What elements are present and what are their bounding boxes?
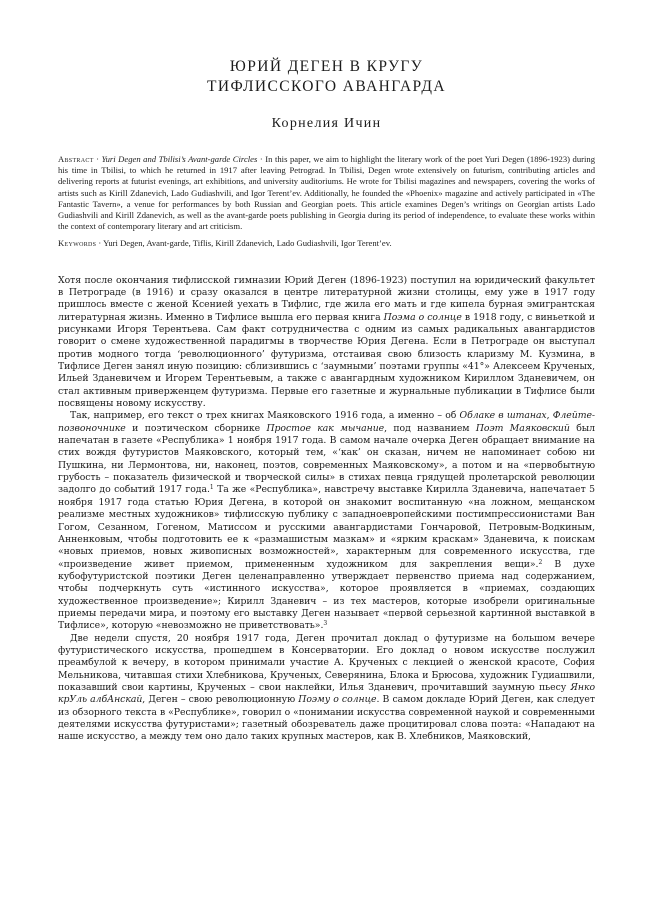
title-line-2: ТИФЛИССКОГО АВАНГАРДА bbox=[207, 78, 446, 95]
author-name: Корнелия Ичин bbox=[271, 116, 382, 131]
abstract-text: · In this paper, we aim to highlight the literary work of the poet Yuri Degen (1896-1923) during his time in Tbilisi, to which he returned in 1917 after leaving Petrograd. In Tbilisi, Degen wrote extensively on futurism, contributing articles and delivering reports at futurist evenings, art exhibitions, and university auditoriums. He wrote for Tbilisi magazines and newspapers, covering the works of artists such as Kirill Zdanevich, Lado Gudiashvili, and Igor Terent’ev. Additionally, he founded the «Phoenix» magazine and actively participated in «The Fantastic Tavern», a venue for performances by both Russian and Georgian poets. This article examines Degen’s writings on Georgian artists Lado Gudiashvili and Kirill Zdanevich, as well as the avant-garde poets publishing in Georgia during its period of independence, to evaluate these works within the context of contemporary literary and art criticism. bbox=[58, 154, 595, 232]
footnote-ref-3[interactable]: 3 bbox=[323, 620, 328, 628]
p2-text-a: Так, например, его текст о трех книгах Маяковского 1916 года, а именно – об bbox=[70, 410, 460, 422]
p2-text-c: , bbox=[546, 410, 553, 422]
p2-text-g: , под названием bbox=[384, 422, 476, 434]
article-title bbox=[58, 0, 595, 97]
title-line-1: ЮРИЙ ДЕГЕН В КРУГУ bbox=[229, 58, 424, 75]
abstract-english-title: Yuri Degen and Tbilisi’s Avant-garde Circles bbox=[101, 154, 258, 164]
p2-text-e: и поэтическом сборнике bbox=[125, 422, 267, 434]
abstract-label: Abstract bbox=[58, 154, 94, 164]
p3-text-a: Две недели спустя, 20 ноября 1917 года, Деген прочитал доклад о футуризме на большом вечере футуристического искусства, прошедшем в Консерватории. Его доклад о новом искусстве послужил преамбулой к вечеру, в котором принимали участие А. Крученых с лекцией о женской красоте, София Мельникова, читавшая стихи Хлебникова, Крученых, Северянина, Блока и Брюсова, художник Гудиашвили, показавший свои картины, Крученых – свои наклейки, Илья Зданевич, прочитавший заумную пьесу bbox=[58, 632, 595, 693]
p2-text-j: Та же «Республика», навстречу выставке Кирилла Зданевича, напечатает 5 ноября 1917 года статью Юрия Дегена, в которой он знакомит воспитанную «на ложном, мещанском реализме местных художников» тифлисскую публику с западноевропейскими постимпрессионистами Ван Гогом, Сезанном, Гогеном, Матиссом и русскими авангардистами Гончаровой, Петровым-Водкиным, Анненковым, чтобы подготовить ее к «размашистым мазкам» и «ярким краскам» Зданевича, к поискам «новых приемов, новых живописных возможностей», характерным для современного искусства, где «произведение живет приемом, примененным художником для закрепления вещи». bbox=[58, 484, 595, 570]
keywords-text: · Yuri Degen, Avant-garde, Tiflis, Kirill Zdanevich, Lado Gudiashvili, Igor Terent’ev. bbox=[96, 238, 392, 249]
footnote-ref-2[interactable]: 2 bbox=[538, 558, 543, 566]
p1-text-c: в 1918 году, с виньеткой и рисунками Игоря Терентьева. Сам факт сотрудничества с одним из самых радикальных авангардистов говорит о смене художественной парадигмы в творчестве Юрия Дегена. Если в Петрограде он выступал против модного тогда ‘революционного’ футуризма, отстаивая свою близость кларизму М. Кузмина, в Тифлисе Деген занял иную позицию: сблизившись с ‘заумными’ поэтами группы «41°» Алексеем Крученых, Ильей Зданевичем и Игорем Терентьевым, а также с авангардным художником Кириллом Зданевичем, он стал активным приверженцем футуризма. Первые его газетные и журнальные публикации в Тифлисе были посвящены новому искусству. bbox=[58, 311, 596, 410]
p3-title-yanko: Янко крУль албАнскай bbox=[58, 681, 595, 706]
p3-title-poema: Поэму о солнце bbox=[298, 694, 377, 706]
p3-text-c: , Деген – свою революционную bbox=[142, 694, 299, 706]
footnote-ref-1[interactable]: 1 bbox=[209, 484, 214, 492]
body-paragraph-1 bbox=[58, 275, 595, 411]
p3-text-e: . В самом докладе Юрий Деген, как следует из обзорного текста в «Республике», говорил о «понимании искусства современной наукой и современными деятелями искусства футуристами»; газетный обозреватель даже процитировал слова поэта: «Нападают на наше искусство, а между тем оно дало таких крупных мастеров, как В. Хлебников, Маяковский, bbox=[58, 694, 595, 743]
body-paragraph-2 bbox=[58, 410, 595, 632]
p1-book-title: Поэма о солнце bbox=[383, 311, 462, 323]
abstract bbox=[58, 154, 595, 232]
article-body bbox=[58, 275, 595, 744]
p2-title-oblako: Облаке в штанах bbox=[459, 410, 547, 422]
p2-title-prostoe: Простое как мычание bbox=[266, 422, 385, 434]
keywords bbox=[58, 238, 595, 249]
abstract-separator: · bbox=[93, 154, 102, 164]
p2-text-i: был напечатан в газете «Республика» 1 ноября 1917 года. В самом начале очерка Деген обращает внимание на стих вождя футуристов Маяковского, который тем, «‘как’ он сказан, ничем не напоминает собою ни Пушкина, ни Лермонтова, ни, наконец, поэтов, современных Маяковскому», а потом и на «первобытную грубость – показатель физической и творческой силы» в стихах певца грядущей пролетарской революции задолго до событий 1917 года. bbox=[58, 422, 595, 496]
p2-title-poet: Поэт Маяковский bbox=[475, 422, 570, 434]
p2-title-fleita: Флейте-позвоночнике bbox=[58, 410, 596, 434]
p2-text-k: В духе кубофутуристской поэтики Деген целенаправленно утверждает первенство приема над содержанием, чтобы подчеркнуть суть «истинного искусства», которое проявляется в «приемах, создающих художественное произведение»; Кирилл Зданевич – из тех мастеров, которые изобрели оригинальные приемы передачи мира, и поэтому его выставку Деген называет «первой серьезной картинной выставкой в Тифлисе», которую «невозможно не приветствовать». bbox=[58, 558, 595, 632]
keywords-label: Keywords bbox=[58, 238, 97, 249]
p1-text-a: Хотя после окончания тифлисской гимназии Юрий Деген (1896-1923) поступил на юридический факультет в Петрограде (в 1916) и сразу оказался в центре литературной жизни столицы, ему уже в 1917 году пришлось вместе с женой Ксенией уехать в Тифлис, где жила его мать и где кипела бурная эмигрантская литературная жизнь. Именно в Тифлисе вышла его первая книга bbox=[58, 274, 595, 323]
body-paragraph-3 bbox=[58, 633, 595, 744]
